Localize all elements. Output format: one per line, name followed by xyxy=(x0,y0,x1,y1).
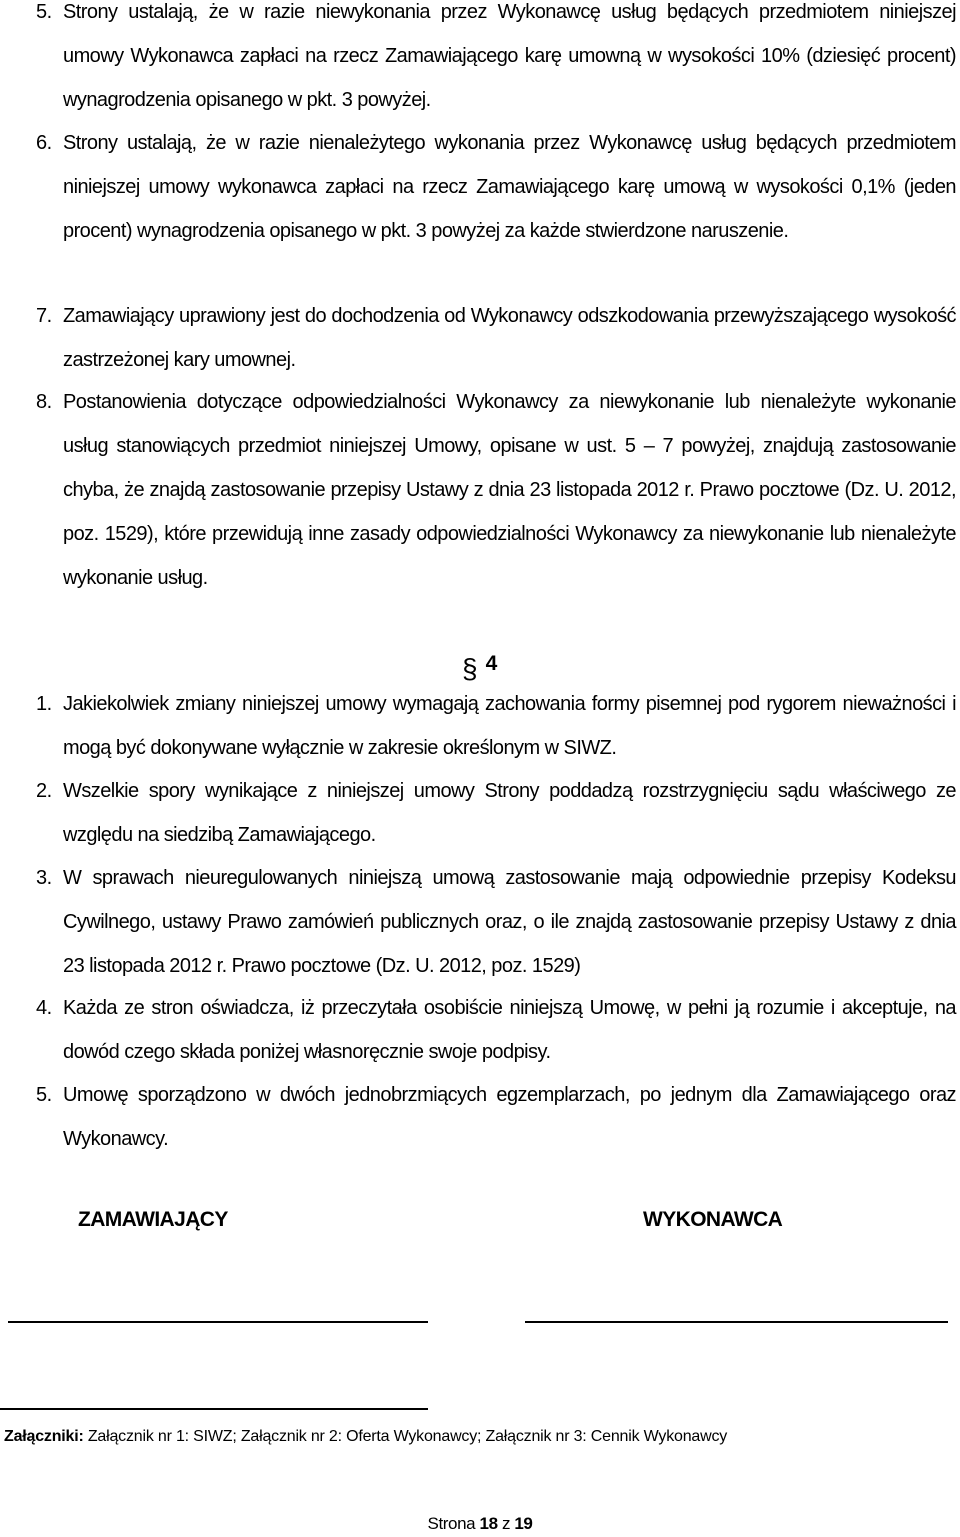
paragraph-text: Postanowienia dotyczące odpowiedzialności Wykonawcy za niewykonanie lub nienależyte wykonanie usług stanowiących przedmiot niniejszej Umowy, opisane w ust. 5 – 7 powyżej, znajdują zastosowanie chyba, że znajdą zastosowanie przepisy Ustawy z dnia 23 listopada 2012 r. Prawo pocztowe (Dz. U. 2012, poz. 1529), które przewidują inne zasady odpowiedzialności Wykonawcy za niewykonanie lub nienależyte wykonanie usług. xyxy=(63,391,956,589)
paragraph-text: Strony ustalają, że w razie niewykonania przez Wykonawcę usług będących przedmiotem niniejszej umowy Wykonawca zapłaci na rzecz Zamawiającego karę umowną w wysokości 10% (dziesięć procent) wynagrodzenia opisanego w pkt. 3 powyżej. xyxy=(63,1,956,111)
clause-3 xyxy=(0,856,956,988)
paragraph-number: 5. xyxy=(36,1,52,23)
paragraph-number: 7. xyxy=(36,305,52,327)
clause-number: 5. xyxy=(36,1084,52,1106)
footnote-divider xyxy=(0,1408,428,1410)
clause-text: W sprawach nieuregulowanych niniejszą umową zastosowanie mają odpowiednie przepisy Kodeksu Cywilnego, ustawy Prawo zamówień publicznych oraz, o ile znajdą zastosowanie przepisy Ustawy z dnia 23 listopada 2012 r. Prawo pocztowe (Dz. U. 2012, poz. 1529) xyxy=(63,867,956,977)
footer-middle: z xyxy=(497,1514,515,1533)
section-sign: § xyxy=(462,653,478,684)
signature-line-contractor xyxy=(525,1321,948,1323)
clause-text: Umowę sporządzono w dwóch jednobrzmiących egzemplarzach, po jednym dla Zamawiającego oraz Wykonawcy. xyxy=(63,1084,956,1150)
footer-prefix: Strona xyxy=(427,1514,480,1533)
paragraph-number: 8. xyxy=(36,391,52,413)
signature-label-client: ZAMAWIAJĄCY xyxy=(78,1208,228,1231)
paragraph-text: Strony ustalają, że w razie nienależytego wykonania przez Wykonawcę usług będących przedmiotem niniejszej umowy wykonawca zapłaci na rzecz Zamawiającego karę umową w wysokości 0,1% (jeden procent) wynagrodzenia opisanego w pkt. 3 powyżej za każde stwierdzone naruszenie. xyxy=(63,132,956,242)
signature-label-contractor: WYKONAWCA xyxy=(643,1208,783,1231)
paragraph-number: 6. xyxy=(36,132,52,154)
page-footer xyxy=(0,1514,960,1534)
clause-1 xyxy=(0,682,956,770)
clause-number: 3. xyxy=(36,867,52,889)
attachments-label: Załączniki: xyxy=(4,1428,84,1445)
clause-4 xyxy=(0,986,956,1074)
footer-page-number: 18 xyxy=(479,1514,498,1533)
clause-number: 2. xyxy=(36,780,52,802)
paragraph-6 xyxy=(0,121,956,253)
attachments-text: Załącznik nr 1: SIWZ; Załącznik nr 2: Oferta Wykonawcy; Załącznik nr 3: Cennik Wykonawcy xyxy=(83,1428,728,1445)
signature-line-client xyxy=(8,1321,428,1323)
clause-text: Jakiekolwiek zmiany niniejszej umowy wymagają zachowania formy pisemnej pod rygorem nieważności i mogą być dokonywane wyłącznie w zakresie określonym w SIWZ. xyxy=(63,693,956,759)
attachments-line xyxy=(4,1428,727,1446)
clause-5 xyxy=(0,1073,956,1161)
clause-text: Każda ze stron oświadcza, iż przeczytała osobiście niniejszą Umowę, w pełni ją rozumie i akceptuje, na dowód czego składa poniżej własnoręcznie swoje podpisy. xyxy=(63,997,956,1063)
section-heading xyxy=(462,646,498,684)
section-number: 4 xyxy=(485,652,498,675)
clause-2 xyxy=(0,769,956,857)
paragraph-text: Zamawiający uprawiony jest do dochodzenia od Wykonawcy odszkodowania przewyższającego wysokość zastrzeżonej kary umownej. xyxy=(63,305,956,371)
clause-number: 1. xyxy=(36,693,52,715)
paragraph-7 xyxy=(0,294,956,382)
paragraph-5 xyxy=(0,0,956,122)
clause-number: 4. xyxy=(36,997,52,1019)
paragraph-8 xyxy=(0,380,956,600)
footer-page-total: 19 xyxy=(514,1514,533,1533)
clause-text: Wszelkie spory wynikające z niniejszej umowy Strony poddadzą rozstrzygnięciu sądu właściwego ze względu na siedzibą Zamawiającego. xyxy=(63,780,956,846)
